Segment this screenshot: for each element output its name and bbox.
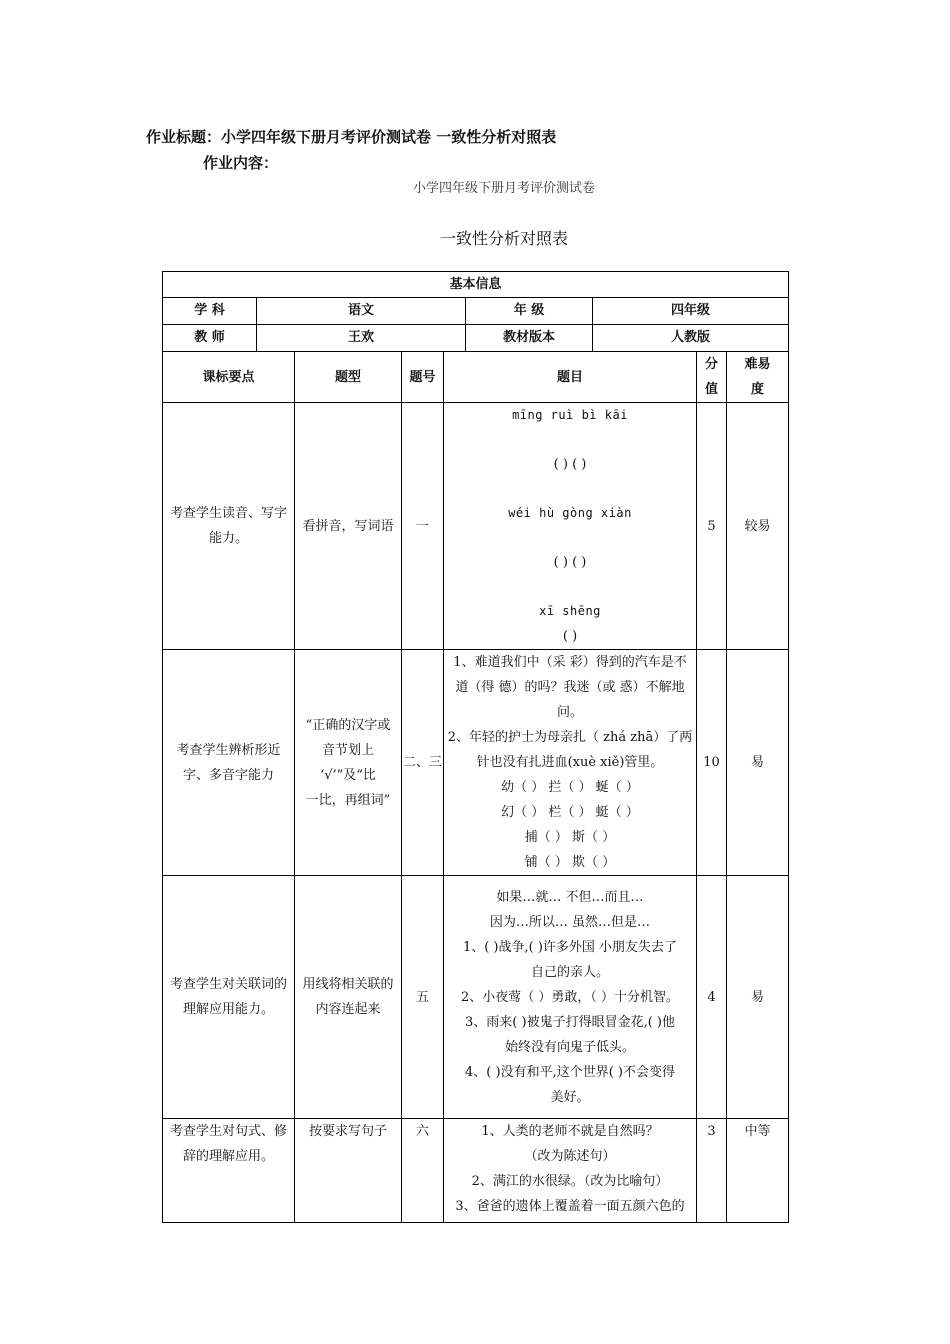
basic-info-heading: 基本信息 [163,272,789,298]
standard-cell: 考查学生辨析形近 字、多音字能力 [163,650,295,876]
standard-cell: 考查学生对句式、修 辞的理解应用。 [163,1119,295,1223]
document-subtitle: 小学四年级下册月考评价测试卷 [412,181,595,196]
number-cell: 五 [402,876,444,1119]
column-header-type: 题型 [295,352,402,403]
basic-info-row [163,298,789,325]
subject-value: 语文 [257,298,466,324]
score-cell: 10 [697,650,727,876]
teacher-label: 教 师 [163,325,257,351]
basic-info-row [163,325,789,352]
question-cell: 如果…就… 不但…而且… 因为…所以… 虽然…但是… 1、( )战争,( )许多外国 小朋友失去了 自己的亲人。 2、小夜莺（ ）勇敢，（ ）十分机智。 3、雨来( )被鬼子打得眼冒金花,( )他 始终没有向鬼子低头。 4、( )没有和平,这个世界( )不会变得 美好。 [444,876,697,1119]
column-header-question: 题目 [444,352,697,403]
table-row [163,650,789,876]
score-cell: 5 [697,403,727,650]
number-cell: 六 [402,1119,444,1223]
type-cell: 看拼音，写词语 [295,403,402,650]
homework-title: 作业标题：小学四年级下册月考评价测试卷 一致性分析对照表 [146,128,557,146]
edition-label: 教材版本 [466,325,593,351]
column-header-difficulty: 难易 度 [727,352,789,403]
teacher-value: 王欢 [257,325,466,351]
number-cell: 二、三 [402,650,444,876]
score-cell: 4 [697,876,727,1119]
consistency-analysis-table [162,271,789,1223]
type-cell: 按要求写句子 [295,1119,402,1223]
question-cell: mīng ruì bì kāi ( ) ( ) wéi hù gòng xiàn ( ) ( ) xī shēng ( ) [444,403,697,650]
column-header-row [163,352,789,403]
standard-cell: 考查学生读音、写字 能力。 [163,403,295,650]
question-cell: 1、难道我们中（采 彩）得到的汽车是不 道（得 德）的吗？我迷（或 惑）不解地 问。 2、年轻的护士为母亲扎（ zhá zhā）了两 针也没有扎进血(xuè xiě)管里。 幼（ ） 拦（ ） 蜒（ ） 幻（ ） 栏（ ） 蜓（ ） 捕（ ） 斯（ ） 铺（ ） 欺（ ） [444,650,697,876]
type-cell: 用线将相关联的 内容连起来 [295,876,402,1119]
question-cell: 1、人类的老师不就是自然吗？ （改为陈述句） 2、满江的水很绿。（改为比喻句） 3、爸爸的遗体上覆盖着一面五颜六色的 [444,1119,697,1223]
score-cell: 3 [697,1119,727,1223]
basic-info-heading-row [163,272,789,298]
grade-value: 四年级 [671,303,711,318]
column-header-standard: 课标要点 [163,352,295,403]
column-header-number: 题号 [402,352,444,403]
edition-value: 人教版 [671,330,711,345]
difficulty-cell: 较易 [727,403,789,650]
homework-content-label: 作业内容： [203,154,279,172]
difficulty-cell: 中等 [727,1119,789,1223]
subject-label: 学 科 [163,298,257,324]
grade-label: 年 级 [466,298,593,324]
column-header-score: 分 值 [697,352,727,403]
difficulty-cell: 易 [727,650,789,876]
type-cell: “正确的汉字或 音节划上 ‘√’”及“比 一比，再组词” [295,650,402,876]
standard-cell: 考查学生对关联词的 理解应用能力。 [163,876,295,1119]
difficulty-cell: 易 [727,876,789,1119]
table-row [163,1119,789,1223]
number-cell: 一 [402,403,444,650]
table-row [163,876,789,1119]
table-row [163,403,789,650]
document-title: 一致性分析对照表 [439,229,568,248]
